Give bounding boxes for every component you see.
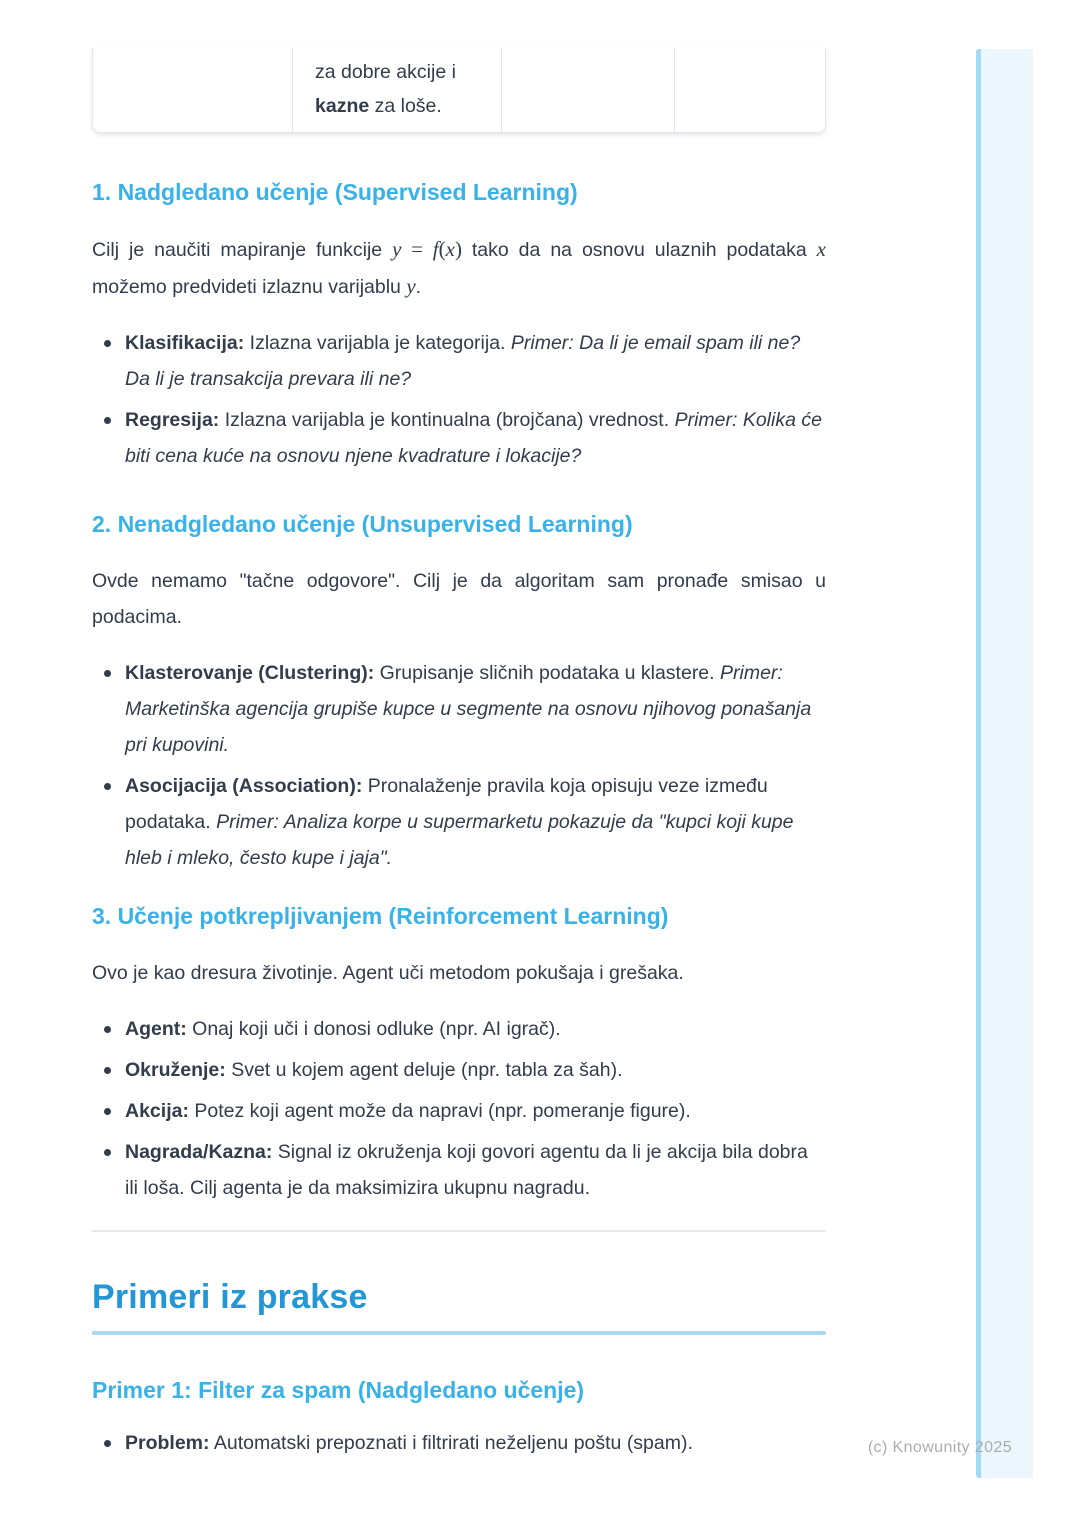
section-heading-reinforcement: 3. Učenje potkrepljivanjem (Reinforcement Learning)	[92, 903, 669, 929]
list-item-klasterovanje: Klasterovanje (Clustering): Grupisanje sličnih podataka u klastere. Primer: Marketinška agencija grupiše kupce u segmente na osnovu njihovog ponašanja pri kupovini.	[125, 655, 826, 763]
list-item-klasifikacija: Klasifikacija: Izlazna varijabla je kategorija. Primer: Da li je email spam ili ne? Da li je transakcija prevara ili ne?	[125, 325, 826, 397]
table-cell-empty-2	[502, 48, 675, 132]
section-paragraph-reinforcement: Ovo je kao dresura životinje. Agent uči metodom pokušaja i grešaka.	[92, 962, 684, 984]
bullet-list-unsupervised	[92, 655, 826, 876]
table-cell-empty-1	[93, 48, 293, 132]
bullet-list-supervised	[92, 325, 826, 474]
section-paragraph-unsupervised: Ovde nemamo "tačne odgovore". Cilj je da algoritam sam pronađe smisao u podacima.	[92, 570, 826, 628]
list-item-problem: Problem: Automatski prepoznati i filtrirati neželjenu poštu (spam).	[125, 1425, 826, 1461]
list-item-asocijacija: Asocijacija (Association): Pronalaženje pravila koja opisuju veze između podataka. Primer: Analiza korpe u supermarketu pokazuje da "kupci koji kupe hleb i mleko, često kupe i jaja".	[125, 768, 826, 876]
section-paragraph-supervised: Cilj je naučiti mapiranje funkcije y = f(x) tako da na osnovu ulaznih podataka x možemo predvideti izlaznu varijablu y.	[92, 237, 826, 298]
page-edge-decoration	[976, 49, 1033, 1478]
section-heading-supervised: 1. Nadgledano učenje (Supervised Learning)	[92, 179, 578, 205]
page-title-primeri-iz-prakse: Primeri iz prakse	[92, 1278, 368, 1316]
table-fragment	[92, 48, 826, 133]
bullet-list-primer-1	[92, 1425, 826, 1461]
watermark-copyright: (c) Knowunity 2025	[867, 1439, 1012, 1456]
list-item-akcija: Akcija: Potez koji agent može da napravi (npr. pomeranje figure).	[125, 1093, 826, 1129]
section-divider	[92, 1230, 826, 1232]
section-heading-primer-1: Primer 1: Filter za spam (Nadgledano učenje)	[92, 1377, 585, 1403]
document-content	[92, 0, 826, 1461]
section-heading-unsupervised: 2. Nenadgledano učenje (Unsupervised Learning)	[92, 511, 633, 537]
list-item-okruzenje: Okruženje: Svet u kojem agent deluje (npr. tabla za šah).	[125, 1052, 826, 1088]
list-item-nagrada-kazna: Nagrada/Kazna: Signal iz okruženja koji govori agentu da li je akcija bila dobra ili loša. Cilj agenta je da maksimizira ukupnu nagradu.	[125, 1134, 826, 1206]
list-item-regresija: Regresija: Izlazna varijabla je kontinualna (brojčana) vrednost. Primer: Kolika će biti cena kuće na osnovu njene kvadrature i lokacije?	[125, 402, 826, 474]
bullet-list-reinforcement	[92, 1011, 826, 1206]
title-underline	[92, 1331, 826, 1335]
list-item-agent: Agent: Onaj koji uči i donosi odluke (npr. AI igrač).	[125, 1011, 826, 1047]
table-cell-empty-3	[675, 48, 825, 132]
table-cell-reward-text: za dobre akcije i kazne za loše.	[293, 48, 502, 132]
